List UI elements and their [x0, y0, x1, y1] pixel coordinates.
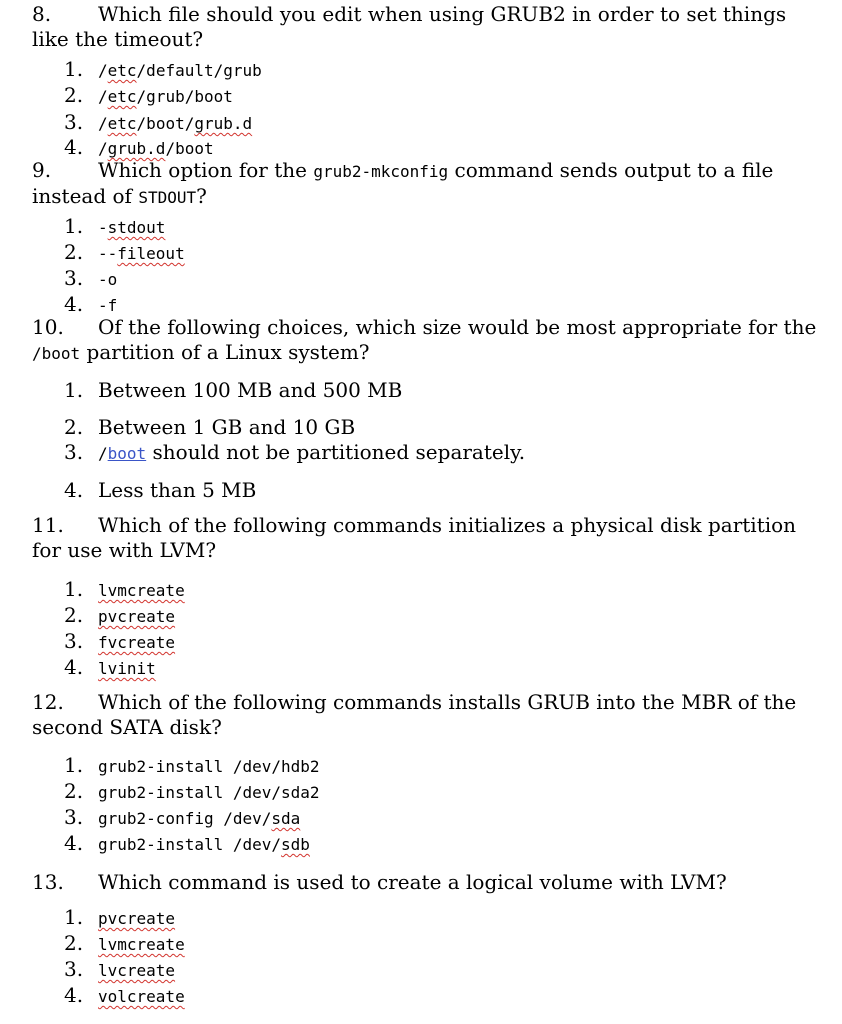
question-number: 11. — [32, 513, 64, 537]
option: 3. lvcreate — [64, 957, 176, 981]
question-number: 9. — [32, 158, 52, 182]
question-13: 13. Which command is used to create a logical volume with LVM? — [32, 870, 727, 894]
question-number: 8. — [32, 2, 52, 26]
option: 2. grub2-install /dev/sda2 — [64, 779, 320, 803]
option: 4. -f — [64, 292, 118, 316]
inline-code: /boot — [32, 344, 81, 363]
option: 1. grub2-install /dev/hdb2 — [64, 753, 320, 777]
option: 3. /boot should not be partitioned separately. — [64, 440, 526, 464]
question-9: 9. Which option for the grub2-mkconfig command sends output to a file instead of STDOUT? — [32, 158, 774, 208]
option: 2. /etc/grub/boot — [64, 83, 233, 107]
option: 3. fvcreate — [64, 629, 176, 653]
option: 1. Between 100 MB and 500 MB — [64, 378, 403, 402]
question-10: 10. Of the following choices, which size would be most appropriate for the /boot partition of a Linux system? — [32, 315, 817, 364]
boot-link[interactable]: boot — [107, 444, 147, 463]
inline-code: STDOUT — [138, 188, 197, 207]
question-text: Which file should you edit when using GRUB2 in order to set things like the timeout? — [32, 2, 787, 51]
question-11: 11. Which of the following commands initializes a physical disk partition for use with LVM? — [32, 513, 797, 562]
question-number: 12. — [32, 690, 64, 714]
option: 4. volcreate — [64, 983, 185, 1007]
option: 1. -stdout — [64, 214, 166, 238]
option: 3. -o — [64, 266, 118, 290]
option: 1. pvcreate — [64, 905, 176, 929]
inline-code: grub2-mkconfig — [313, 162, 449, 181]
option: 1. lvmcreate — [64, 577, 185, 601]
option: 4. /grub.d/boot — [64, 135, 214, 159]
option: 2. Between 1 GB and 10 GB — [64, 415, 356, 439]
option: 2. lvmcreate — [64, 931, 185, 955]
option: 4. Less than 5 MB — [64, 478, 257, 502]
option: 3. grub2-config /dev/sda — [64, 805, 301, 829]
option: 2. pvcreate — [64, 603, 176, 627]
option: 2. --fileout — [64, 240, 185, 264]
option: 4. lvinit — [64, 655, 156, 679]
option: 4. grub2-install /dev/sdb — [64, 831, 310, 855]
question-8 — [32, 2, 822, 52]
question-number: 10. — [32, 315, 64, 339]
question-number: 13. — [32, 870, 64, 894]
option: 1. /etc/default/grub — [64, 57, 262, 81]
question-12: 12. Which of the following commands installs GRUB into the MBR of the second SATA disk? — [32, 690, 797, 739]
option: 3. /etc/boot/grub.d — [64, 110, 253, 134]
